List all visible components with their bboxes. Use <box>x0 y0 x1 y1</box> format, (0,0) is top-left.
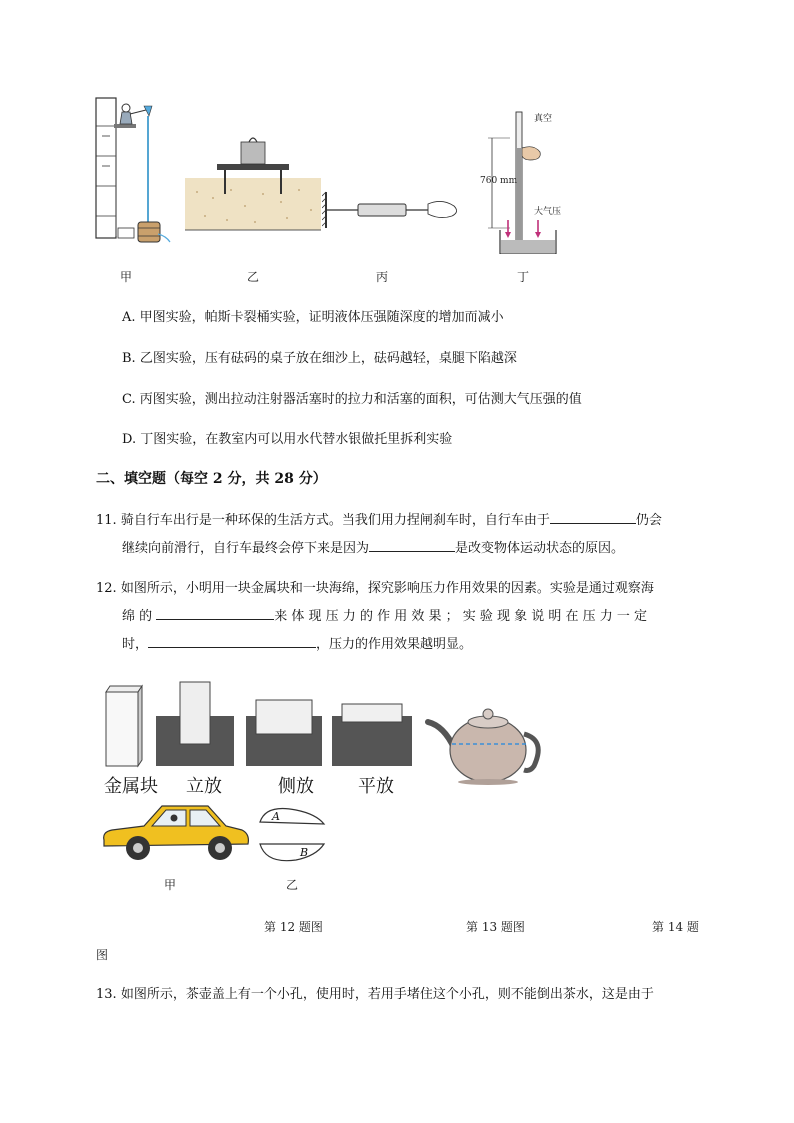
caption-12: 第 12 题图 <box>264 920 323 934</box>
q13-line1: 13. 如图所示，茶壶盖上有一个小孔，使用时，若用手堵住这个小孔，则不能倒出茶水，这是由于 <box>96 987 654 1002</box>
q11-line2: 继续向前滑行，自行车最终会停下来是因为 是改变物体运动状态的原因。 <box>122 534 712 564</box>
figure-12 <box>100 676 416 772</box>
q11-blank-2[interactable] <box>369 537 455 552</box>
figure-label-ding: 丁 <box>517 270 530 284</box>
figure-14-wing <box>256 802 328 866</box>
fig14-label-wing: 乙 <box>286 878 299 892</box>
fig12-label-flat: 平放 <box>358 776 394 797</box>
ding-height-label: 760 mm <box>480 176 518 186</box>
q12-number: 12. <box>96 581 117 596</box>
q11-line1: 11. 骑自行车出行是一种环保的生活方式。当我们用力捏闸刹车时，自行车由于 仍会 <box>96 506 706 536</box>
ding-pressure-label: 大气压 <box>534 207 562 217</box>
fig14-label-car: 甲 <box>164 878 177 892</box>
q13-number: 13. <box>96 987 117 1002</box>
q12-line2: 绵 的 来 体 现 压 力 的 作 用 效 果 ； 实 验 现 象 说 明 在 压 力 一 定 <box>122 602 712 632</box>
q12-line3: 时， ，压力的作用效果越明显。 <box>122 630 712 660</box>
caption-14: 第 14 题 <box>652 920 699 934</box>
figure-bing <box>322 190 462 230</box>
q11-blank-1[interactable] <box>550 509 636 524</box>
fig12-label-metal: 金属块 <box>104 776 158 797</box>
figure-14-car <box>100 800 252 864</box>
section-title: 二、填空题（每空 2 分，共 28 分） <box>96 471 327 487</box>
q12-blank-1[interactable] <box>156 605 274 620</box>
wing-label-b: B <box>300 846 309 859</box>
option-c: C. 丙图实验，测出拉动注射器活塞时的拉力和活塞的面积，可估测大气压强的值 <box>122 392 582 407</box>
caption-14-tail: 图 <box>96 948 109 962</box>
q11-number: 11. <box>96 513 117 528</box>
figure-13-teapot <box>424 700 548 786</box>
caption-13: 第 13 题图 <box>466 920 525 934</box>
figure-label-yi: 乙 <box>247 270 260 284</box>
fig12-label-standing: 立放 <box>186 776 222 797</box>
figure-label-bing: 丙 <box>376 270 389 284</box>
option-d: D. 丁图实验，在教室内可以用水代替水银做托里拆利实验 <box>122 432 453 447</box>
figure-jia <box>92 96 174 248</box>
option-b: B. 乙图实验，压有砝码的桌子放在细沙上，砝码越轻，桌腿下陷越深 <box>122 351 517 366</box>
q12-blank-2[interactable] <box>148 633 316 648</box>
wing-label-a: A <box>272 810 280 823</box>
q12-line1: 12. 如图所示，小明用一块金属块和一块海绵，探究影响压力作用效果的因素。实验是通过观察海 <box>96 581 654 596</box>
fig12-label-side: 侧放 <box>278 776 314 797</box>
option-a: A. 甲图实验，帕斯卡裂桶实验，证明液体压强随深度的增加而减小 <box>122 310 504 325</box>
ding-vacuum-label: 真空 <box>534 114 553 124</box>
figure-label-jia: 甲 <box>120 270 133 284</box>
figure-yi <box>183 128 323 232</box>
